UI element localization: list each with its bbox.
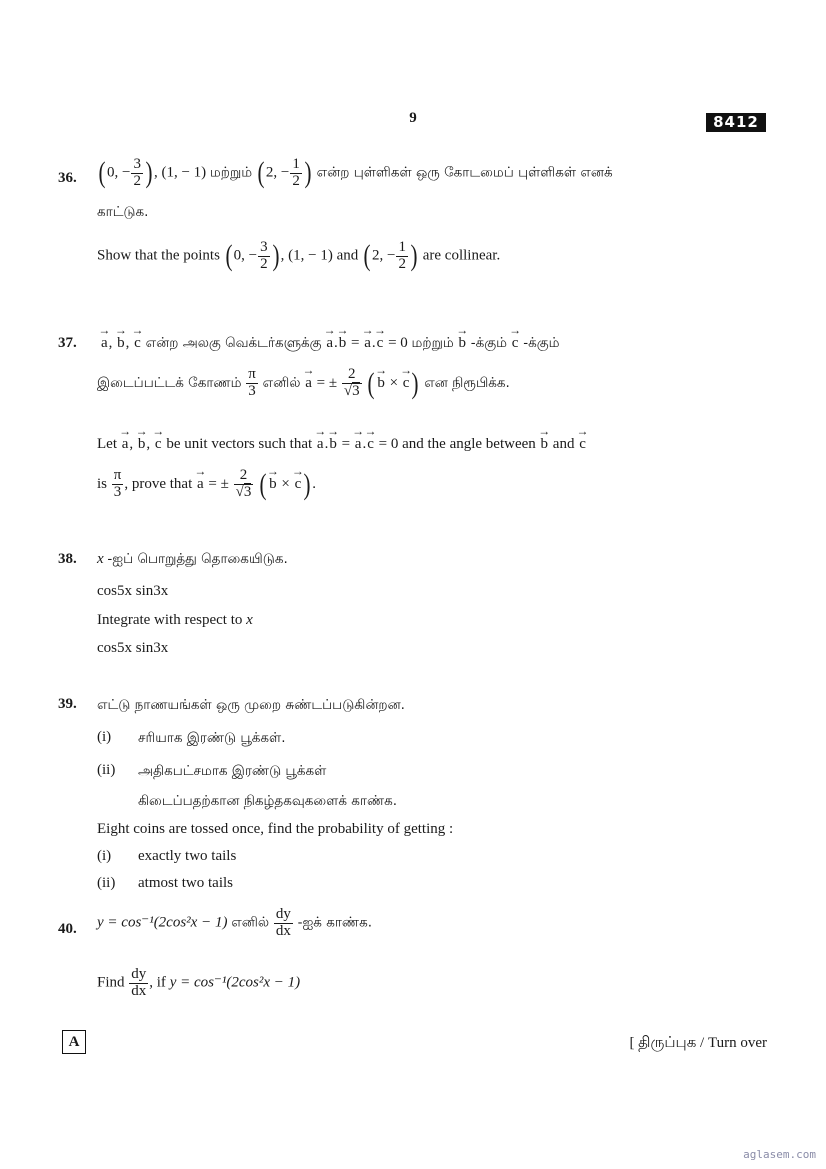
question-39-tamil-ii-label: (ii): [97, 762, 116, 778]
question-36-english: Show that the points ( 0, − $\frac{3}{2}$ ) , (1, − 1) and ( 2, − $\frac{1}{2}$ ) are collinear.: [97, 239, 501, 273]
question-36-tamil: ( 0, − $\frac{3}{2}$ ) , (1, − 1) மற்றும் ( 2, − $\frac{1}{2}$ ) என்ற புள்ளிகள் ஒரு கோடமைப் புள்ளிகள் எனக்: [98, 156, 613, 190]
question-37-number: 37.: [58, 335, 77, 351]
question-39-english-i: exactly two tails: [138, 848, 237, 864]
question-37-english-line2: is $\frac{\pi}{3}$ , prove that → a = ± $\frac{2}{√3}$ (→ b × → c) .: [97, 467, 316, 501]
turn-over-label: [ திருப்புக / Turn over: [629, 1035, 767, 1051]
watermark: aglasem.com: [743, 1148, 816, 1161]
question-39-tamil-intro: எட்டு நாணயங்கள் ஒரு முறை சுண்டப்படுகின்றன.: [97, 697, 405, 713]
question-39-english-intro: Eight coins are tossed once, find the probability of getting :: [97, 821, 454, 837]
question-39-number: 39.: [58, 696, 77, 712]
question-36-tamil-line2: காட்டுக.: [97, 204, 149, 220]
question-38-expr-1: cos5x sin3x: [97, 583, 169, 599]
question-37-tamil-line2: இடைப்பட்டக் கோணம் $\frac{\pi}{3}$ எனில் → a = ± $\frac{2}{√3}$ (→ b × → c) என நிரூபிக்க.: [97, 366, 510, 400]
question-39-tamil-find: கிடைப்பதற்கான நிகழ்தகவுகளைக் காண்க.: [138, 793, 398, 809]
question-40-number: 40.: [58, 921, 77, 937]
question-36-number: 36.: [58, 170, 77, 186]
question-38-number: 38.: [58, 551, 77, 567]
question-40-english: Find $\frac{dy}{dx}$ , if y = cos⁻¹(2cos²x − 1): [97, 966, 301, 999]
question-39-tamil-i: சரியாக இரண்டு பூக்கள்.: [138, 730, 286, 746]
paper-code: 8412: [706, 113, 766, 132]
question-38-tamil: x -ஐப் பொறுத்து தொகையிடுக.: [97, 551, 288, 567]
question-38-expr-2: cos5x sin3x: [97, 640, 169, 656]
question-40-tamil: y = cos⁻¹(2cos²x − 1) எனில் $\frac{dy}{dx}$ -ஐக் காண்க.: [97, 906, 373, 939]
page-number: 9: [409, 110, 417, 126]
question-39-english-ii-label: (ii): [97, 875, 116, 891]
question-39-english-i-label: (i): [97, 848, 112, 864]
question-39-tamil-i-label: (i): [97, 729, 112, 745]
question-37-english-line1: Let → a, → b, → c be unit vectors such that → a.→ b = → a.→ c = 0 and the angle between → b and → c: [97, 427, 587, 453]
question-37-tamil-line1: → a, → b, → c என்ற அலகு வெக்டர்களுக்கு → a.→ b = → a.→ c = 0 மற்றும் → b -க்கும் → c -க்கும்: [100, 326, 560, 353]
question-38-english: Integrate with respect to x: [97, 612, 253, 628]
version-box: A: [62, 1030, 86, 1054]
question-39-english-ii: atmost two tails: [138, 875, 233, 891]
question-39-tamil-ii: அதிகபட்சமாக இரண்டு பூக்கள்: [138, 763, 327, 779]
